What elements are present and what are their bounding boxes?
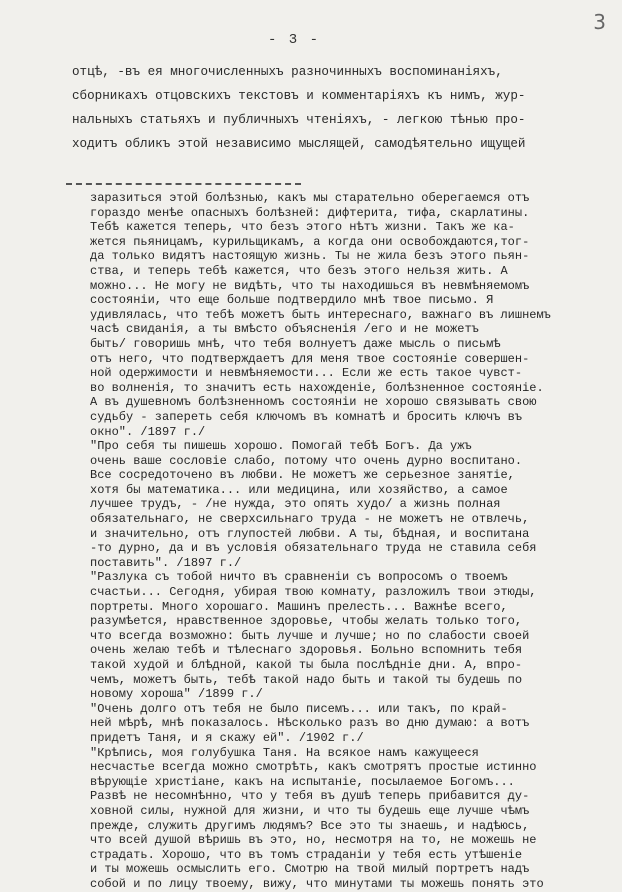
text-line: сборникахъ отцовскихъ текстовъ и комментаріяхъ къ нимъ, жур- bbox=[72, 89, 526, 103]
text-line: и ты можешь осмыслить его. Смотрю на твой милый портретъ надъ bbox=[90, 862, 530, 877]
separator-line bbox=[66, 183, 301, 185]
text-line: Тебѣ кажется теперь, что безъ этого нѣтъ жизни. Такъ же ка- bbox=[90, 220, 515, 235]
text-line: А въ душевномъ болѣзненномъ состояніи не хорошо связывать свою bbox=[90, 395, 537, 410]
text-line: удивлялась, что тебѣ можетъ быть интереснаго, важнаго въ лишнемъ bbox=[90, 307, 551, 322]
text-line: страдать. Хорошо, что въ томъ страданіи у тебя есть утѣшеніе bbox=[90, 847, 523, 862]
text-line: ства, и теперь тебѣ кажется, что безъ этого нельзя жить. А bbox=[90, 263, 508, 278]
text-line: очень ваше сословіе слабо, потому что очень дурно воспитано. bbox=[90, 453, 523, 468]
text-line: прежде, служить другимъ людямъ? Все это ты знаешь, и надѣюсь, bbox=[90, 818, 530, 833]
text-line: разумѣется, нравственное здоровье, чтобы желать только того, bbox=[90, 614, 523, 629]
text-line: хотя бы математика... или медицина, или хозяйство, а самое bbox=[90, 482, 508, 497]
text-line: -то дурно, да и въ условія обязательнаго труда не ставила себя bbox=[90, 541, 537, 556]
text-line: счастьи... Сегодня, убирая твою комнату, разложилъ твои этюды, bbox=[90, 585, 537, 600]
text-line: новому хороша" /1899 г./ bbox=[90, 687, 263, 702]
text-line: "Разлука съ тобой ничто въ сравненіи съ вопросомъ о твоемъ bbox=[90, 570, 508, 585]
top-paragraph bbox=[72, 60, 612, 156]
text-line: несчастье всегда можно смотрѣть, какъ смотрятъ простые истинно bbox=[90, 760, 537, 775]
text-line: поставить". /1897 г./ bbox=[90, 555, 242, 570]
text-line: "Про себя ты пишешь хорошо. Помогай тебѣ Богъ. Да ужъ bbox=[90, 439, 472, 454]
text-line: что всей душой вѣришь въ это, но, несмотря на то, не можешь не bbox=[90, 833, 537, 848]
text-line: придетъ Таня, и я скажу ей". /1902 г./ bbox=[90, 730, 364, 745]
text-line: ней мѣрѣ, мнѣ показалось. Нѣсколько разъ во дню думаю: а вотъ bbox=[90, 716, 530, 731]
archive-page-mark: 3 bbox=[593, 10, 606, 34]
text-line: ной одержимости и невмѣняемости... Если же есть такое чувст- bbox=[90, 366, 523, 381]
text-line: можно... Не могу не видѣть, что ты находишься въ невмѣняемомъ bbox=[90, 278, 530, 293]
text-line: "Очень долго отъ тебя не было писемъ... или такъ, по край- bbox=[90, 701, 508, 716]
text-line: лучшее трудъ, - /не нужда, это опять худо/ а жизнь полная bbox=[90, 497, 501, 512]
text-line: да только видятъ настоящую жизнь. Ты не жила безъ этого пьян- bbox=[90, 249, 530, 264]
text-line: портреты. Много хорошаго. Машинъ прелесть... Важнѣе всего, bbox=[90, 599, 508, 614]
text-line: "Крѣпись, моя голубушка Таня. На всякое намъ кажущееся bbox=[90, 745, 479, 760]
body-text bbox=[90, 191, 610, 892]
text-line: окно". /1897 г./ bbox=[90, 424, 206, 439]
text-line: жется пьяницамъ, курильщикамъ, а когда они освобождаются,тог- bbox=[90, 234, 530, 249]
text-line: ховной силы, нужной для жизни, и что ты будешь еще лучше чѣмъ bbox=[90, 803, 530, 818]
text-line: заразиться этой болѣзнью, какъ мы старательно оберегаемся отъ bbox=[90, 191, 530, 205]
text-line: быть/ говоришь мнѣ, что тебя волнуетъ даже мысль о письмѣ bbox=[90, 336, 501, 351]
text-line: очень желаю тебѣ и тѣлеснаго здоровья. Больно вспомнить тебя bbox=[90, 643, 523, 658]
text-line: во волненія, то значитъ есть нахожденіе, болѣзненное состояніе. bbox=[90, 380, 544, 395]
text-line: состояніи, что еще больше подтвердило мнѣ твое письмо. Я bbox=[90, 293, 494, 308]
text-line: Развѣ не несомнѣнно, что у тебя въ душѣ теперь прибавится ду- bbox=[90, 789, 530, 804]
text-line: отъ него, что подтверждаетъ для меня твое состояніе совершен- bbox=[90, 351, 530, 366]
text-line: гораздо менѣе опасныхъ болѣзней: дифтерита, тифа, скарлатины. bbox=[90, 205, 530, 220]
text-line: что всегда возможно: быть лучше и лучше; но по слабости своей bbox=[90, 628, 530, 643]
text-line: Все сосредоточено въ любви. Не можетъ же серьезное занятіе, bbox=[90, 468, 515, 483]
text-line: обязательнаго, не сверхсильнаго труда - не можетъ не отвлечь, bbox=[90, 512, 530, 527]
text-line: ходитъ обликъ этой независимо мыслящей, самодѣятельно ищущей bbox=[72, 137, 526, 151]
text-line: такой худой и блѣдной, какой ты была послѣдніе дни. А, впро- bbox=[90, 658, 523, 672]
text-line: чемъ, можетъ быть, тебѣ такой надо быть и такой ты будешь по bbox=[90, 672, 523, 687]
text-line: и значительно, отъ глупостей любви. А ты, бѣдная, и воспитана bbox=[90, 526, 530, 541]
text-line: нальныхъ статьяхъ и публичныхъ чтеніяхъ, - легкою тѣнью про- bbox=[72, 113, 526, 127]
text-line: собой и по лицу твоему, вижу, что минутами ты можешь понять это bbox=[90, 876, 544, 891]
page-number: - 3 - bbox=[268, 32, 321, 48]
text-line: вѣрующіе христіане, какъ на испытаніе, посылаемое Богомъ... bbox=[90, 774, 515, 789]
text-line: часѣ свиданія, а ты вмѣсто объясненія /его и не можетъ bbox=[90, 322, 479, 337]
text-line: судьбу - запереть себя ключомъ въ комнатѣ и бросить ключъ въ bbox=[90, 409, 523, 424]
text-line: отцѣ, -въ ея многочисленныхъ разночинныхъ воспоминаніяхъ, bbox=[72, 65, 503, 79]
